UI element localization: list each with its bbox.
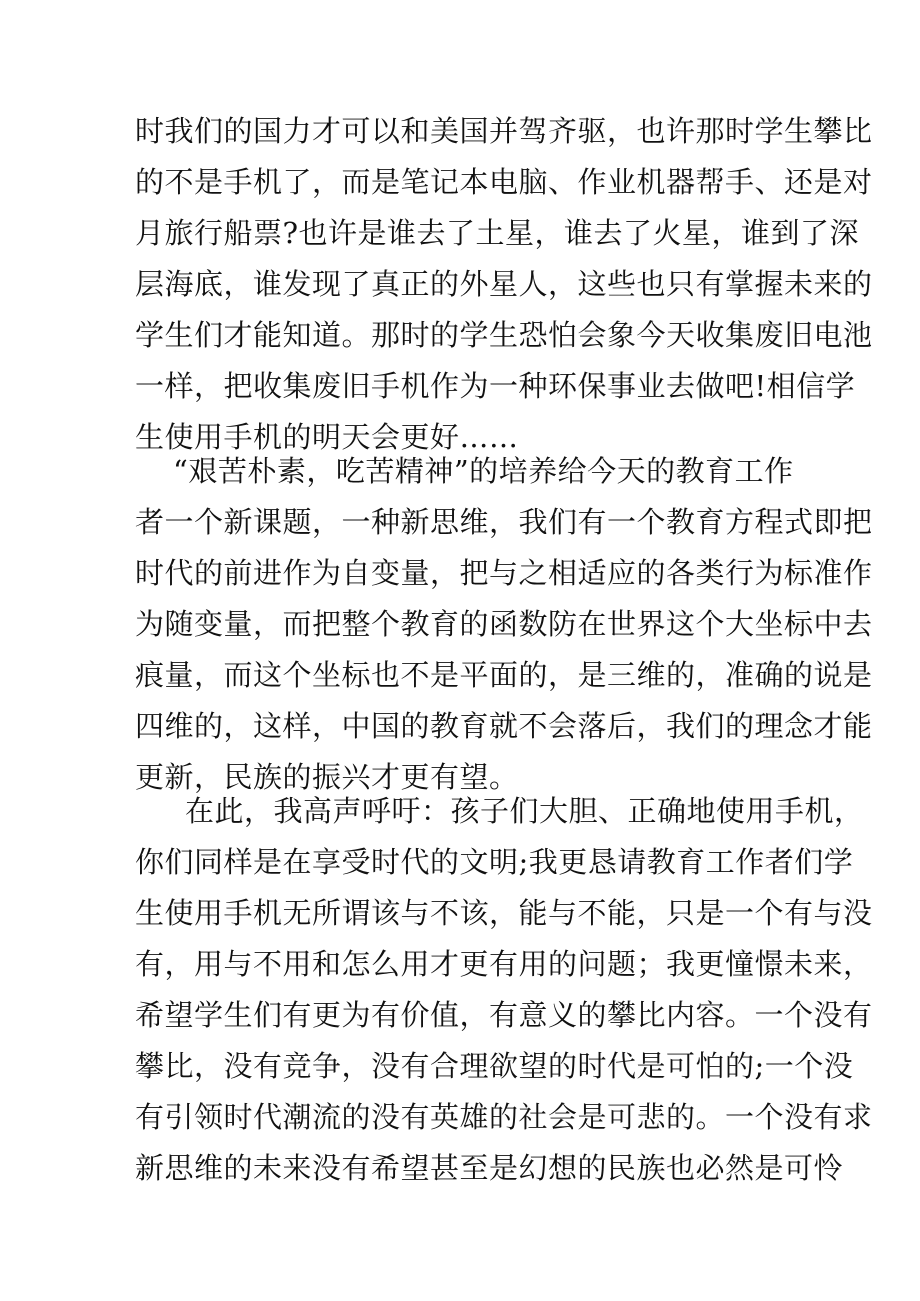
text-line: 在此，我高声呼吁：孩子们大胆、正确地使用手机， (185, 794, 864, 828)
text-line: 学生们才能知道。那时的学生恐怕会象今天收集废旧电池 (135, 318, 873, 352)
text-line: 四维的，这样，中国的教育就不会落后，我们的理念才能 (135, 709, 873, 743)
text-line: 层海底，谁发现了真正的外星人，这些也只有掌握未来的 (135, 267, 873, 301)
text-line: 你们同样是在享受时代的文明;我更恳请教育工作者们学 (135, 845, 854, 879)
text-line: 者一个新课题，一种新思维，我们有一个教育方程式即把 (135, 505, 873, 539)
text-line: 痕量，而这个坐标也不是平面的，是三维的，准确的说是 (135, 658, 873, 692)
text-line: 生使用手机无所谓该与不该，能与不能，只是一个有与没 (135, 896, 873, 930)
text-line: 生使用手机的明天会更好…… (135, 420, 519, 454)
text-line: 时代的前进作为自变量，把与之相适应的各类行为标准作 (135, 556, 873, 590)
text-line: 月旅行船票?也许是谁去了土星，谁去了火星，谁到了深 (135, 216, 860, 250)
text-line: 攀比，没有竞争，没有合理欲望的时代是可怕的;一个没 (135, 1049, 854, 1083)
text-line: 时我们的国力才可以和美国并驾齐驱，也许那时学生攀比 (135, 114, 873, 148)
text-line: 有，用与不用和怎么用才更有用的问题；我更憧憬未来， (135, 947, 873, 981)
text-line: 新思维的未来没有希望甚至是幻想的民族也必然是可怜 (135, 1151, 844, 1185)
text-line: 希望学生们有更为有价值，有意义的攀比内容。一个没有 (135, 998, 873, 1032)
text-line: 的不是手机了，而是笔记本电脑、作业机器帮手、还是对 (135, 165, 873, 199)
text-line: 为随变量，而把整个教育的函数防在世界这个大坐标中去 (135, 607, 873, 641)
text-line: “艰苦朴素，吃苦精神”的培养给今天的教育工作 (173, 454, 794, 488)
text-line: 有引领时代潮流的没有英雄的社会是可悲的。一个没有求 (135, 1100, 873, 1134)
text-line: 一样，把收集废旧手机作为一种环保事业去做吧!相信学 (135, 369, 856, 403)
text-line: 更新，民族的振兴才更有望。 (135, 760, 519, 794)
